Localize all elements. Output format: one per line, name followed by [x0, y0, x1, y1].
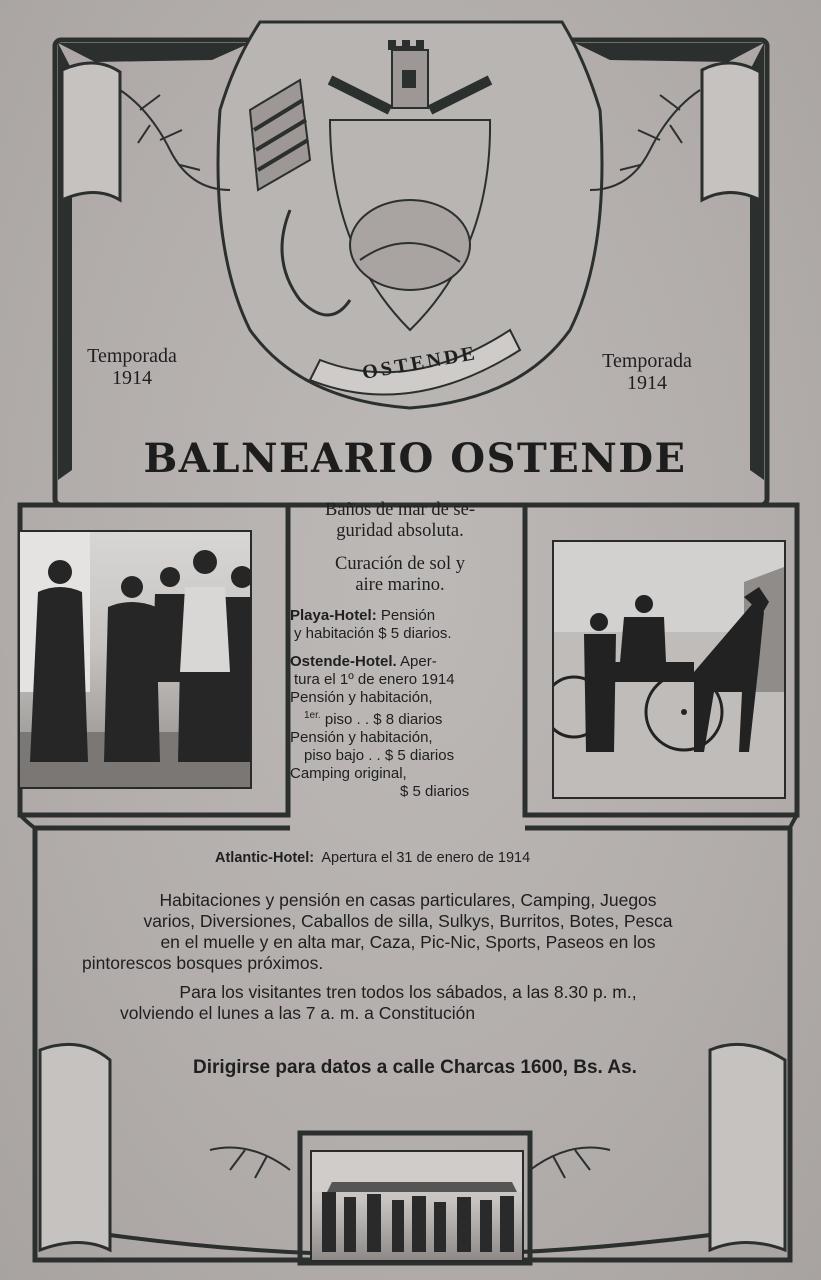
body-text-block [72, 890, 744, 1024]
ostende-hotel-line-2: tura el 1º de enero 1914 [294, 671, 455, 688]
center-line-2: guridad absoluta. [336, 521, 464, 541]
season-left-year: 1914 [112, 367, 152, 389]
playa-hotel-line-2: y habitación $ 5 diarios. [294, 625, 452, 642]
atlantic-hotel-line [215, 850, 715, 866]
ostende-hotel-name: Ostende-Hotel. [290, 653, 397, 670]
photo-horse-cart [552, 540, 786, 799]
train-line-2: volviendo el lunes a las 7 a. m. a Constitución [120, 1003, 476, 1023]
season-right-year: 1914 [627, 372, 667, 394]
body-line-4: pintorescos bosques próximos. [82, 953, 324, 973]
center-line-3: Curación de sol y [335, 554, 465, 574]
camping-line-1: Camping original, [290, 765, 407, 782]
body-line-3: en el muelle y en alta mar, Caza, Pic-Nic, Sports, Paseos en los [160, 932, 656, 952]
camping-line-2: $ 5 diarios [400, 783, 470, 800]
ostende-hotel-line-1 [290, 653, 510, 671]
ostende-hotel-line-5: Pensión y habitación, [290, 729, 433, 746]
train-line-1: Para los visitantes tren todos los sábados, a las 8.30 p. m., [179, 982, 637, 1002]
season-left [57, 345, 207, 389]
center-column [290, 500, 510, 801]
ostende-hotel-text-1: Aper- [396, 653, 437, 670]
center-line-1: Baños de mar de se- [324, 500, 475, 520]
crest-banner-text: OSTENDE [360, 342, 480, 384]
photo-group-bottom [310, 1150, 524, 1262]
playa-hotel-text-1: Pensión [376, 607, 436, 624]
ostende-hotel-text-4: piso . . $ 8 diarios [320, 711, 443, 728]
page-title: BALNEARIO OSTENDE [143, 435, 687, 482]
body-line-2: varios, Diversiones, Caballos de silla, Sulkys, Burritos, Botes, Pesca [143, 911, 673, 931]
atlantic-hotel-name: Atlantic-Hotel: [215, 850, 315, 866]
address-line: Dirigirse para datos a calle Charcas 1600, Bs. As. [193, 1057, 637, 1078]
body-line-1: Habitaciones y pensión en casas particulares, Camping, Juegos [159, 890, 657, 910]
ostende-hotel-line-6: piso bajo . . $ 5 diarios [304, 747, 455, 764]
playa-hotel-name: Playa-Hotel: [290, 607, 377, 624]
center-line-4: aire marino. [355, 575, 445, 595]
atlantic-hotel-text: Apertura el 31 de enero de 1914 [321, 850, 531, 866]
photo-group-of-men [18, 530, 252, 789]
ostende-hotel-line-3: Pensión y habitación, [290, 689, 433, 706]
season-right-label: Temporada [602, 350, 692, 372]
ostende-hotel-line-4 [290, 707, 510, 729]
season-left-label: Temporada [87, 345, 177, 367]
season-right [572, 350, 722, 394]
ostende-floor-superscript: 1er. [304, 710, 321, 721]
playa-hotel-line-1 [290, 607, 510, 625]
